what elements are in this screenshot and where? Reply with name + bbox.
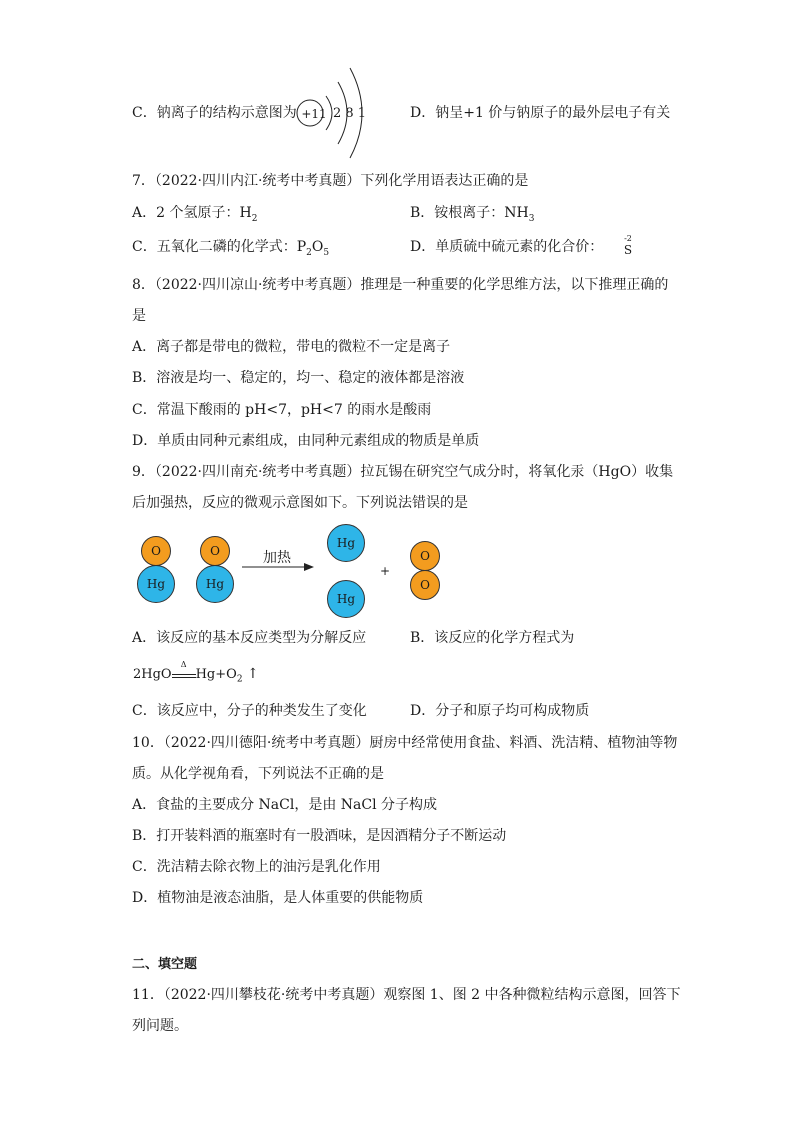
- q7-a-subscript: 2: [251, 213, 258, 224]
- q7-option-b-text: B．铵根离子：NH: [410, 205, 529, 221]
- q10-stem-line1: 10．（2022·四川德阳·统考中考真题）厨房中经常使用食盐、料酒、洗洁精、植物油等物: [132, 735, 678, 751]
- q7-option-d-text: D．单质硫中硫元素的化合价：: [410, 239, 604, 255]
- q10-option-c: C．洗洁精去除衣物上的油污是乳化作用: [132, 859, 381, 875]
- equation-condition: [172, 660, 196, 678]
- reaction-condition-label: 加热: [263, 550, 291, 566]
- q9-stem-line2: 后加强热，反应的微观示意图如下。下列说法错误的是: [132, 495, 468, 511]
- equation-reactant: 2HgO: [133, 667, 172, 682]
- q9-option-a: A．该反应的基本反应类型为分解反应: [132, 630, 367, 646]
- q6-option-c: [132, 103, 297, 123]
- nucleus-charge: +11: [301, 107, 327, 121]
- q10-stem-line2: 质。从化学视角看，下列说法不正确的是: [132, 766, 384, 782]
- sulfur-valence: [620, 234, 636, 257]
- q8-option-c: C．常温下酸雨的 pH<7，pH<7 的雨水是酸雨: [132, 402, 432, 418]
- q6-option-c-text: C．钠离子的结构示意图为: [132, 105, 297, 121]
- mercury-product-2: Hg: [327, 580, 365, 618]
- q7-option-a-text: A．2 个氢原子：H: [132, 205, 252, 221]
- q8-option-a: A．离子都是带电的微粒，带电的微粒不一定是离子: [132, 339, 451, 355]
- plus-sign: +: [380, 564, 391, 578]
- q9-option-d: D．分子和原子均可构成物质: [410, 703, 590, 719]
- q7-option-c-text: C．五氧化二磷的化学式：P: [132, 239, 307, 255]
- q11-stem-line2: 列问题。: [132, 1018, 188, 1034]
- sulfur-symbol: S: [623, 243, 633, 257]
- q7-stem: 7．（2022·四川内江·统考中考真题）下列化学用语表达正确的是: [132, 173, 529, 189]
- reaction-arrow: [240, 562, 318, 572]
- q7-c-oxygen: O: [311, 239, 324, 255]
- mercury-atom-1: Hg: [137, 565, 175, 603]
- mercury-atom-2: Hg: [196, 565, 234, 603]
- section-title: 二、填空题: [132, 957, 198, 972]
- q7-option-b: [410, 203, 534, 229]
- mercury-product-1: Hg: [327, 524, 365, 562]
- oxygen-product-2: O: [410, 570, 440, 600]
- q7-b-subscript: 3: [528, 213, 535, 224]
- q8-option-b: B．溶液是均一、稳定的，均一、稳定的液体都是溶液: [132, 370, 465, 386]
- oxygen-product-1: O: [410, 541, 440, 571]
- q10-option-a: A．食盐的主要成分 NaCl，是由 NaCl 分子构成: [132, 797, 438, 813]
- q10-option-b: B．打开装料酒的瓶塞时有一股酒味，是因酒精分子不断运动: [132, 828, 507, 844]
- q9-stem-line1: 9．（2022·四川南充·统考中考真题）拉瓦锡在研究空气成分时，将氧化汞（HgO）收集: [132, 464, 674, 480]
- q7-option-a: [132, 203, 257, 229]
- q7-c-subscript-2: 5: [323, 247, 330, 258]
- gas-arrow: ↑: [242, 666, 259, 682]
- q8-option-d: D．单质由同种元素组成，由同种元素组成的物质是单质: [132, 433, 480, 449]
- q6-option-d: D．钠呈+1 价与钠原子的最外层电子有关: [410, 105, 671, 121]
- electron-shells: 2 8 1: [333, 106, 367, 121]
- oxygen-atom-2: O: [200, 536, 230, 566]
- heat-symbol: Δ: [180, 660, 187, 669]
- q8-stem-line2: 是: [132, 308, 146, 324]
- q9-option-c: C．该反应中，分子的种类发生了变化: [132, 703, 367, 719]
- q8-stem-line1: 8．（2022·四川凉山·统考中考真题）推理是一种重要的化学思维方法，以下推理正确的: [132, 277, 669, 293]
- q11-stem-line1: 11．（2022·四川攀枝花·统考中考真题）观察图 1、图 2 中各种微粒结构示意图，回答下: [132, 987, 681, 1003]
- equation-o2-subscript: 2: [236, 674, 243, 685]
- sulfur-valence-value: -2: [624, 234, 632, 243]
- q9-option-b: B．该反应的化学方程式为: [410, 630, 575, 646]
- q7-c-subscript-1: 2: [306, 247, 312, 258]
- chemical-equation: [133, 660, 259, 690]
- q7-option-c: [132, 237, 329, 263]
- equation-products: Hg+O: [195, 667, 237, 682]
- q10-option-d: D．植物油是液态油脂，是人体重要的供能物质: [132, 890, 424, 906]
- oxygen-atom-1: O: [141, 536, 171, 566]
- q7-option-d: [410, 237, 603, 257]
